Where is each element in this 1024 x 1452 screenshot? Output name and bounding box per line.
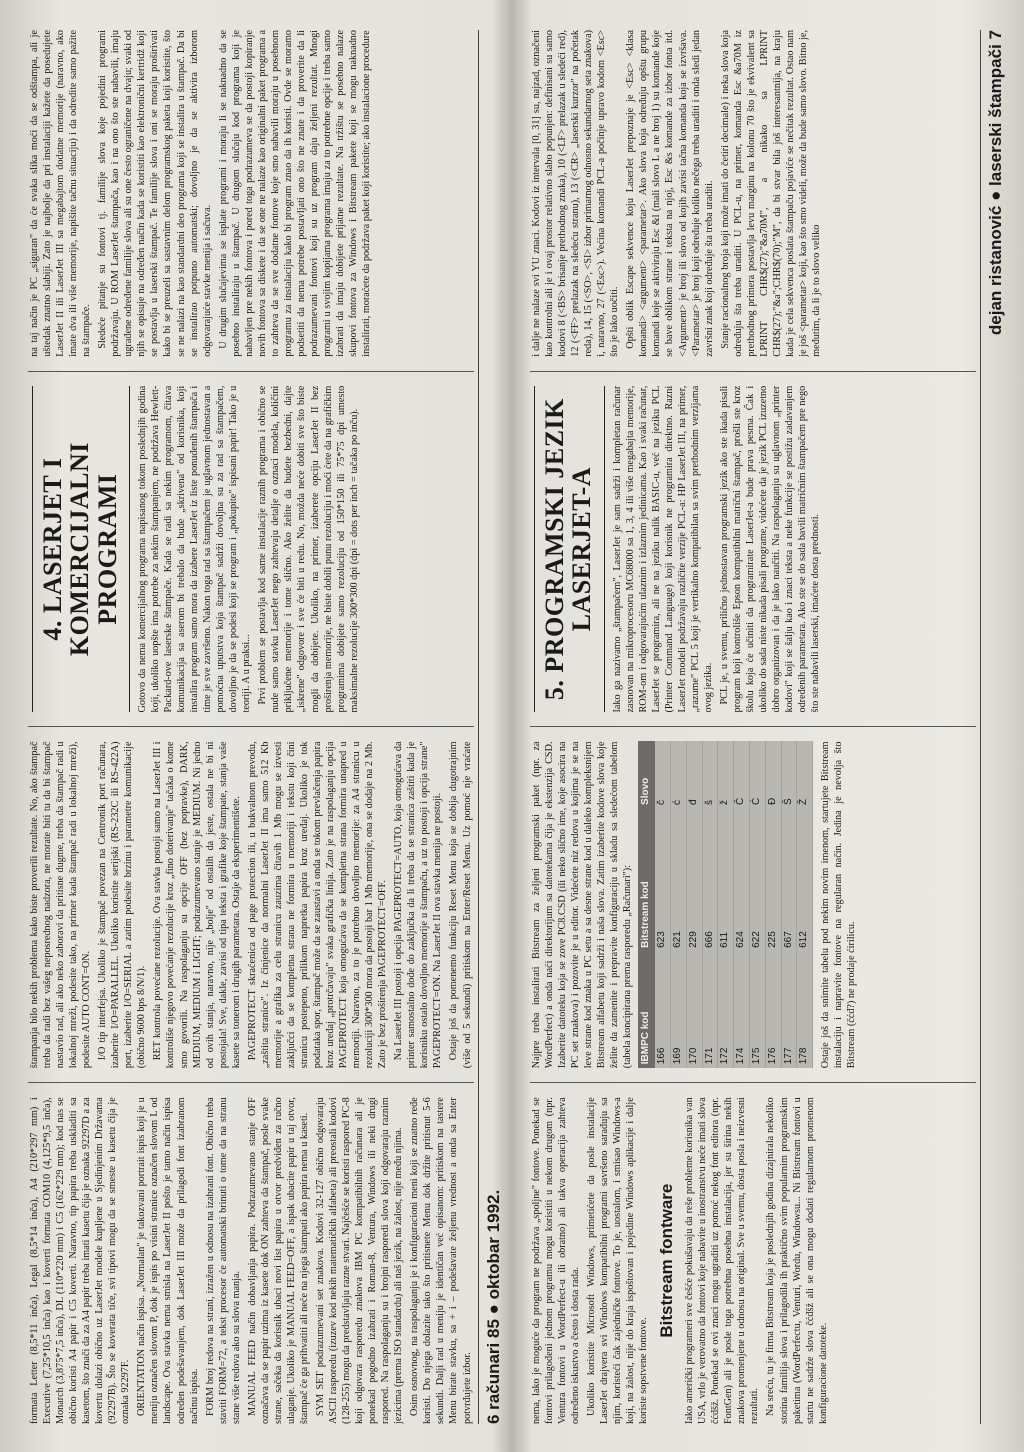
paragraph: Sledeće pitanje su fontovi tj. familije slova koje pojedini programi podržavaju. U ROM LaserJet štampača, kao i na ono što ste nabavili, imaju ugrađene određene familije slova ali su one često ograničene na dvaju; svaki od njih se opisuje na određen način kada se koristiti kao elektronični kertridž koji se postavlja u laserski štampač. Te familije slova i oni se moraju proširivati kako bi se preuzeli sa sastavnim delom programskog paketa koji koristite, što se ne nalazi na kao standardni deo programa koji se instalira u štampač. Da bi se instalirao potpuno automatski; dovoljno je da se aktivira izborom odgovarajuće stavke menija i sačuva. xyxy=(97,30,213,357)
left-col-3 xyxy=(28,386,474,713)
paragraph: Opšti oblik Escape sekvence koju LaserJet prepoznaje je <Esc> <klasa komandi> <argument> <parametar>. Ako slova koja određuju opštu grupu komandi koje se aktiviraju Esc &l (mali slovo L a ne broj 1) su komande koje se bave oblikom strane i teksta na njoj, Esc &s komande za izbor fonta itd. <Argument> je broj ili slovo od kojih zavisi tačna komanda koja se izvršava. <Parametar> je broj koji određuje koliko nečega treba uraditi i onda sledi jedan završni znak koji određuje šta treba uraditi. xyxy=(625,30,715,357)
table-cell: ž xyxy=(718,742,734,809)
table-cell: 624 xyxy=(734,809,750,952)
paragraph: MANUAL FEED način dobavljanja papira. Podrazumevano stanje OFF označava da se papir uzima iz kasete dok ON zahteva da štampač, posle svake strane, sačeka da korisnik ubaci novi list papira u otvor predviđen za ručno ulaganje. Ukoliko je MANUAL FEED=OFF, a ispak ubacite papir u taj otvor, štampač će ga prihvatiti ali neće na njega štampati ako papira nema u kaseti. xyxy=(246,1097,310,1424)
table-cell: 178 xyxy=(797,952,813,1068)
paragraph: RET kontrola povećane rezolucije. Ova stavka postoji samo na LaserJet III i kontroliše njegovo povećanje rezolucije kroz „fino doterivanje" tačaka o kome smo govorili. Na raspolaganju su opcije OFF (bez popravke), DARK, MEDIUM, MEDIUM i LIGHT; podrazumevano stanje je MEDIUM. Ni jedno od ovih stanja, naravno, nije „bolje" od ostalih da jeste, ostala ne bi ni postojala! Sve, dakle, zavisi od tipa teksta i grafike koje štampate, stanja vaše kasete sa tonerom i drugih parametara. Ostaje da eksperimentišete. xyxy=(152,741,242,1069)
paragraph: nema, lako je moguće da program ne podržava „spoljne" fontove. Ponekad se fontovi prilagođeni jednom programu mogu koristiti u nekom drugom (npr. Ventura fontovi u WordPerfect-u ili obratno) ali takva operacija zahteva određeno iskustvo a često i dosta rada. xyxy=(531,1097,582,1424)
table-cell: ć xyxy=(670,742,686,809)
paragraph: PAGEPROTECT skraćenica od page protection ili, u bukvalnom prevodu, „zaštita stranice". Iz činjenice da normalni LaserJet II ima samo 512 Kb memorije a grafika za celu stranicu zauzima čitavih 1 Mb mogu se izvesti zaključci da se kompletna strana ne formira u memoriji i tekstu koji čini stranicu postepeno, prilikom napretka papira kroz uređaj. Ukoliko je tok podataka spor, štampač može da se zaustavi a onda se tokom prevlačenja papira kroz uređaj „protrčavaju" svaka grafička linija. Zato je na raspolaganju opcija PAGEPROTECT koja omogućava da se kompletna strana formira unapred u memoriji. Naravno, za to je potrebno dovoljno memorije: za A4 stranicu u rezoluciji 300*300 mora da postoji bar 1 Mb memorije, ona se dodaje na 2 Mb. Zato je bez proširenja PAGEPROTECT=OFF. xyxy=(246,741,389,1069)
paragraph: ORIENTATION način ispisa. „Normalan" je takozvani portrait ispis koji je u meniju označen slovom P, dok je ispis po visini stranice označen slovom L od landscape. Ova stavka nema smisla na LaserJet II pošto je tamo način ispisa određen podešavanjem, dok LaserJet III može da prilagodi font izabranom načinu ispisa. xyxy=(136,1097,200,1424)
section-rule xyxy=(32,386,33,713)
left-col-4 xyxy=(28,30,474,357)
table-cell: 622 xyxy=(749,809,765,952)
table-cell: 666 xyxy=(702,809,718,952)
table-cell: Č xyxy=(734,742,750,809)
table-cell: š xyxy=(702,742,718,809)
paragraph: Iako američki programeri sve češće pokušavaju da reše probleme korisnika van USA, vrlo je verovatno da fontovi koje nabavite u inostranstvu neće imati slova čćđšž. Ponekad se ovi znaci mogu ugraditi uz pomoć nekog font editora (npr. FontGen) ali je posle toga potrebna posebna instalacija, jer su širina nekih znakova promenjene u odnosu na original. Sve u svemu, dosta posla i neizvesni rezultati. xyxy=(684,1097,761,1424)
table-cell: Ž xyxy=(797,742,813,809)
right-col-1 xyxy=(530,1097,976,1424)
paragraph: FORM broj redova na strani, izražen u odnosu na izabrani font. Obično treba staviti FORM=72, a tekst procesor će automatski brinuti o tome da na stranu stane više redova ako su slova manja. xyxy=(204,1097,242,1424)
table-cell: Đ xyxy=(765,742,781,809)
column-divider xyxy=(28,727,474,728)
paragraph: i dalje ne nalaze svi YU znaci. Kodovi iz intervala [0, 31] su, najzad, označeni kao kontrolni ali je i ovaj prostor relativno slabo popunjen: definisani su samo kodovi 8 (<BS> brisanje prethodnog znaka), 10 (<LF> prelazak u sledeći red), 12 (<FF> prelazak na sledeću stranu), 13 (<CR> „laserski kurzor" na početak reda), 14, 15 (<SO>, <SI> izbor primarnog odnosno sekundarnog seta znakova) i, naravno, 27 (<Esc>). Većina komandi PCL-a počinje upravo kodom <Esc> što je lako uočiti. xyxy=(531,30,621,357)
table-row xyxy=(686,742,702,1069)
table-cell: 225 xyxy=(765,809,781,952)
table-row xyxy=(734,742,750,1069)
table-header: Bitstream kod xyxy=(638,809,655,952)
table-header-row xyxy=(638,742,655,1069)
character-code-table xyxy=(638,742,813,1069)
left-col-1 xyxy=(28,1097,474,1424)
left-col-2 xyxy=(28,742,474,1069)
table-cell: Ć xyxy=(749,742,765,809)
table-cell: 177 xyxy=(781,952,797,1068)
table-header: Slovo xyxy=(638,742,655,809)
footer-folio: dejan ristanović ● laserski štampači 7 xyxy=(986,30,1005,336)
paragraph: U drugim slučajevima se isplate programi i moraju li se naknadno da se posebno instaliraju u štampač. U drugom slučaju kod programa koji je nabavljen pre nekih fontova i pored toga podrazumeva se da postoji kopiranje novih fontova sa diskete i da se one ne nalaze kao originalni paket programa a to zahteva da se sve dodatne fontove koje smo nabavili moraju u posebnom programu za instalaciju kako bi program znao da ih koristi. Ovde se moramo podsetiti da nema potrebe postavljati ono što ne znate i da proverite da li podrazumevani fontovi koji su uz program daju željeni rezultat. Mnogi programi u svojim kopijama programa imaju za to potrebne opcije i treba samo izabrati da imaju dobijete prijatne rezultate. Na tržištu se posebno nalaze skupovi fontova za Windows i Bitstream pakete koji se mogu naknadno instalirati, moraćete da podržava paket koji koristite; ako instalacione procedure xyxy=(217,30,373,357)
table-cell: 229 xyxy=(686,809,702,952)
right-col-4 xyxy=(530,30,976,357)
column-divider xyxy=(28,1082,474,1083)
table-row xyxy=(702,742,718,1069)
table-cell: 611 xyxy=(718,809,734,952)
table-cell: 667 xyxy=(781,809,797,952)
column-divider xyxy=(530,371,976,372)
paragraph: Prvi problem se postavlja kod same instalacije raznih programa i obično se nude samo stavku LaserJet nego zahtevaju detalje o oznaci modela, količini priključene memorije i tome slično. Ako želite da budete bezbedni, dajte „iskrene" odgovore i sve će biti u redu. No, možda neće dobiti sve što biste mogli da dobijete. Ukoliko, na primer, izaberete opciju LaserJet II bez proširenja memorije, ne biste dobili punu rezoluciju i moći ćete da na grafičkim programima dobijete samo rezoluciju od 150*150 ili 75*75 dpi umesto maksimalne rezolucije 300*300 dpi (dpi = dots per inch = tačaka po inču). xyxy=(257,385,360,713)
column-divider xyxy=(28,371,474,372)
section-rule xyxy=(129,386,130,713)
paragraph: SYM SET podrazumevani set znakova. Kodovi 32-127 obično odgovaraju ASCII rasporedu (izuzev kod nekih matematičkih alfabeta) ali preostali kodovi (128-255) mogu da predstavljaju razne stvari. Najčešće se koristi raspored PC-8 koji odgovara rasporedu znakova IBM PC kompatibilnih računara ali je ponekad pogodno izabrati i Roman-8, Ventura, Windows ili neki drugi raspored. Na raspolaganju su i brojni rasporedi slova koji odgovaraju raznim jezicima (prema ISO standardu) ali naš jezik, na žalost, nije među njima. xyxy=(314,1097,405,1424)
right-page xyxy=(518,14,1010,1440)
table-cell: 176 xyxy=(765,952,781,1068)
table-row xyxy=(655,742,670,1069)
paragraph: štampanja bilo nekih problema kako biste proverili rezultate. No, ako štampač treba da radi bez vašeg neposrednog nadzora, ne morate biti tu da bi štampač nastavio rad, ali ako neko zaboravi da pritisne dugme, treba da štampač radi u lokalnoj mreži, podesite tako, na primer kada štampač radi u lokalnoj mreži), podesite AUTO CONT=ON. xyxy=(29,741,93,1069)
table-cell: 171 xyxy=(702,952,718,1068)
left-page xyxy=(16,14,508,1440)
paragraph: PCL je, u svemu, prilično jednostavan programski jezik ako ste ikada pisali program koji kontroliše Epson kompatibilni matrični štampač, prošli ste kroz školu koja će učiniti da programirate LaserJet-a bude prava pesma. Čak i ukoliko do sada niste nikada pisali programe, videćete da je jezik PCL izuzetno dobro organizovan i da je lako naučiti. Na raspolaganju su uglavnom „printer kodovi" koji se šalju kao i znaci teksta a neke funkcije se postižu zadavanjem određenih parametara. Ako ste se do sada bavili matričnim štampačem pre nego što ste nabavili laserski, imaćete dosta prednosti. xyxy=(718,385,822,713)
paragraph: formata Letter (8,5*11 inča), Legal (8,5*14 inča), A4 (210*297 mm) i Executive (7,25*10,5 inča) kao i koverti formata COM10 (4,125*9,5 inča), Monarch (3,875*7,5 inča), DL (110*220 mm) i C5 (162*229 mm); kod nas se obično koristi A4 papir i C5 koverti. Naravno, tip papira treba uskladiti sa kasetom, što znači da za A4 papir treba imati kasetu čija je oznaka 92297D a za kovertu dolazi obično uz LaserJet modele kupljene u Sjedinjenim Državama (92297B). Što se koverata tiče, svi tipovi mogu da se smeste u kasetu čija je oznaka 92297F. xyxy=(29,1097,132,1424)
table-row xyxy=(670,742,686,1069)
paragraph: Ostaje još da snimite tabelu pod nekim novim imenom, startujete Bitstream instalaciju i napravite fontove na regularan način. Jedina je nevolja što Bitstream (čćđ?) ne prodaje ćirilicu. xyxy=(820,741,858,1069)
paragraph: Na sreću, tu je firma Bitstream koja je poslednjih godina dizajnirala nekoliko stotina familija slova i prilagodila ih praktično svim popularnim programskim paketima (WordPerfectu, Venturi, Wordu, Windowsu... Ni Bitstream fontovi u startu ne sadrže slova čćđšž ali se ona mogu dodati regularnom promenom konfiguracione datoteke. xyxy=(765,1097,829,1424)
paragraph: I/O tip interfejsa. Ukoliko je štampač povezan na Centronik port računara, izaberite I/O=PARALLEL. Ukoliko koristite serijski (RS-232C ili RS-422A) port, izaberite I/O=SERIAL a zatim podesite brzinu i parametre komunikacije (obično 9600 bps 8/N/1). xyxy=(97,741,148,1069)
table-row xyxy=(765,742,781,1069)
section-title: 4. LASERJET I KOMERCIJALNI PROGRAMI xyxy=(38,442,122,657)
table-cell: 612 xyxy=(797,809,813,952)
table-cell: đ xyxy=(686,742,702,809)
paragraph: Najpre treba instalirati Bitstream za željeni programski paket (npr. za WordPerfect) a onda naći direktorijum sa datotekama čija je ekstenzija CSD. Izaberite datoteku koja se zove PC8.CSD (ili neko slično ime, koje asocira na PC set znakova) i pozovite je u editor. Videćete niz redova u kojima je se na leve strane kod znaka u PC setu a sa desne strane kod u daleko kompleksnijem Bitstream alfabetu koji sadrži i naša slova. Zatim izaberite kodove slova koje želite da zamenite i prepravite konfiguraciju u skladu sa sledećom tabelom (tabela koncipirana prema rasporedu „Računari"): xyxy=(531,741,634,1069)
section-title: 5. PROGRAMSKI JEZIK LASERJET-A xyxy=(540,398,597,701)
table-cell: Š xyxy=(781,742,797,809)
footer-folio: 6 računari 85 ● oktobar 1992. xyxy=(484,1189,503,1424)
table-cell: 623 xyxy=(655,809,670,952)
table-row xyxy=(797,742,813,1069)
page-footer xyxy=(478,30,509,1424)
section-rule xyxy=(534,386,535,713)
table-row xyxy=(718,742,734,1069)
table-cell: 172 xyxy=(718,952,734,1068)
paragraph: Gotovo da nema komercijalnog programa napisanog tokom poslednjih godina koji, ukoliko uopšte ima potrebe za nekim štampanjem, ne podržava Hewlett-Packard-ove laserske štampače. Kada se radi sa nekim programom, čitava komunikacija sa aserom bi trebalo da bude „skrivena" od korisnika, koji instalira program samo mora da izabere LaserJet iz liste ponuđenih štampača i time je sve završeno. Nakon toga rad sa štampačem je uglavnom jednostavan a pomoćna uputstva koja štampač sadrži dovoljna su za rad sa štampačem, dovoljno je da se podesi koji se program i „pokupite" ispisani papir! Tako je u teoriji. A u praksi... xyxy=(136,385,253,713)
table-cell: 175 xyxy=(749,952,765,1068)
column-divider xyxy=(530,1082,976,1083)
section-rule xyxy=(604,386,605,713)
table-row xyxy=(781,742,797,1069)
right-col-3 xyxy=(530,386,976,713)
page-footer xyxy=(980,30,1011,1424)
column-divider xyxy=(530,727,976,728)
paragraph: na taj način je PC „siguran" da će svaka slika moći da se odštampa, ali je uštedak znatno slabiji. Zato je najbolje da pri instalaciji kažete da posedujete LaserJet II ili LaserJet III sa megabajtom dodatne memorije (naravno, ako imate dva ili više memorije, napišite tačnu situaciju) i da odredite samo pažite na štampače. xyxy=(29,30,93,357)
table-header: IBMPC kod xyxy=(638,952,655,1068)
paragraph: Na LaserJet III postoji i opcija PAGEPROTECT=AUTO, koja omogućava da printer samostalno dođe do zaključka da li treba da se stranica zaštiti kada je korisniku ostalo dovoljno memorije u štampaču, a uz to postoji i opcija strane" PAGEPROTECT=ON. Na LaserJet II ova stavka menija ne postoji. xyxy=(393,741,444,1069)
paragraph: Ostaje još da pomenemo funkciju Reset Menu koja se dobija dugotrajnim (više od 5 sekundi) pritiskom na Enter/Reset Menu. Uz pomoć nje vraćate xyxy=(448,741,473,1069)
table-row xyxy=(749,742,765,1069)
table-cell: 621 xyxy=(670,809,686,952)
paragraph: Osim osnovnog, na raspolaganju je i konfiguracioni meni koji se znatno ređe koristi. Do njega dolazite tako što pritisnete Menu dok držite pritisnut 5-6 sekundi. Dalji rad u meniju je identičan već opisanom: pritiskom na tastere Menu birate stavku, sa + i – podešavate željenu vrednost a onda sa Enter potvrđujete izbor. xyxy=(409,1097,473,1424)
table-cell: 174 xyxy=(734,952,750,1068)
right-col-2 xyxy=(530,742,976,1069)
subsection-title: Bitstream fontware xyxy=(657,1183,677,1338)
paragraph: Stanje racionalnog broja koji može imati do četiri decimale) i neka slova koja određuju šta treba uraditi. U PCL-u, na primer, komanda Esc &a70M iz prethodnog primera postavlja levu marginu na kolonu 70 što je ekvivalent sa LPRINT CHR$(27);"&a70M", a nikako sa LPRINT CHR$(27);"&a";CHR$(70);"M", da bi stvar bila još interesantnija, na kraju kada je cela sekvenca poslata štampaču pojaviće se nečitak rezultat. Ostao nam je još <parametar> koji, kao što smo videli, može da bude samo slovo. Bitno je, međutim, da li je to slovo veliko xyxy=(719,30,822,357)
table-cell: 166 xyxy=(655,952,670,1068)
table-cell: 170 xyxy=(686,952,702,1068)
paragraph: Iako ga nazivamo „štampačem", LaserJet je sam sadrži i kompletan računar zasnovan na mikroprocesoru MC68000 sa 1, 3, 4 ili više megabajta memorije, ROM-om i odgovarajućim ulaznim i izlaznim jedinicama. Kao i svaki računar, LaserJet se programira, ali ne na jeziku nalik BASIC-u, već na jeziku PCL (Printer Command Language) koji korisnik ne programira direktno. Razni LaserJet modeli podržavaju različite verzije PCL-a: HP LaserJet III, na primer, „razume" PCL 5 koji je vertikalno kompatibilan sa svim prethodnim verzijama ovog jezika. xyxy=(611,385,714,713)
table-cell: č xyxy=(655,742,670,809)
table-cell: 169 xyxy=(670,952,686,1068)
paragraph: Ukoliko koristite Microsoft Windows, primetićete da posle instalacije LaserJet drajvera svi Windows kompatibilni programi savršeno sarađuju sa njim, koristeći čak zajedničke fontove. To je, uostalom, i smisao Windows-a koji, na žalost, nije do kraja ispoštovan i pojedine Windows aplikacije i dalje koriste sopstvene fontove. xyxy=(586,1097,650,1424)
